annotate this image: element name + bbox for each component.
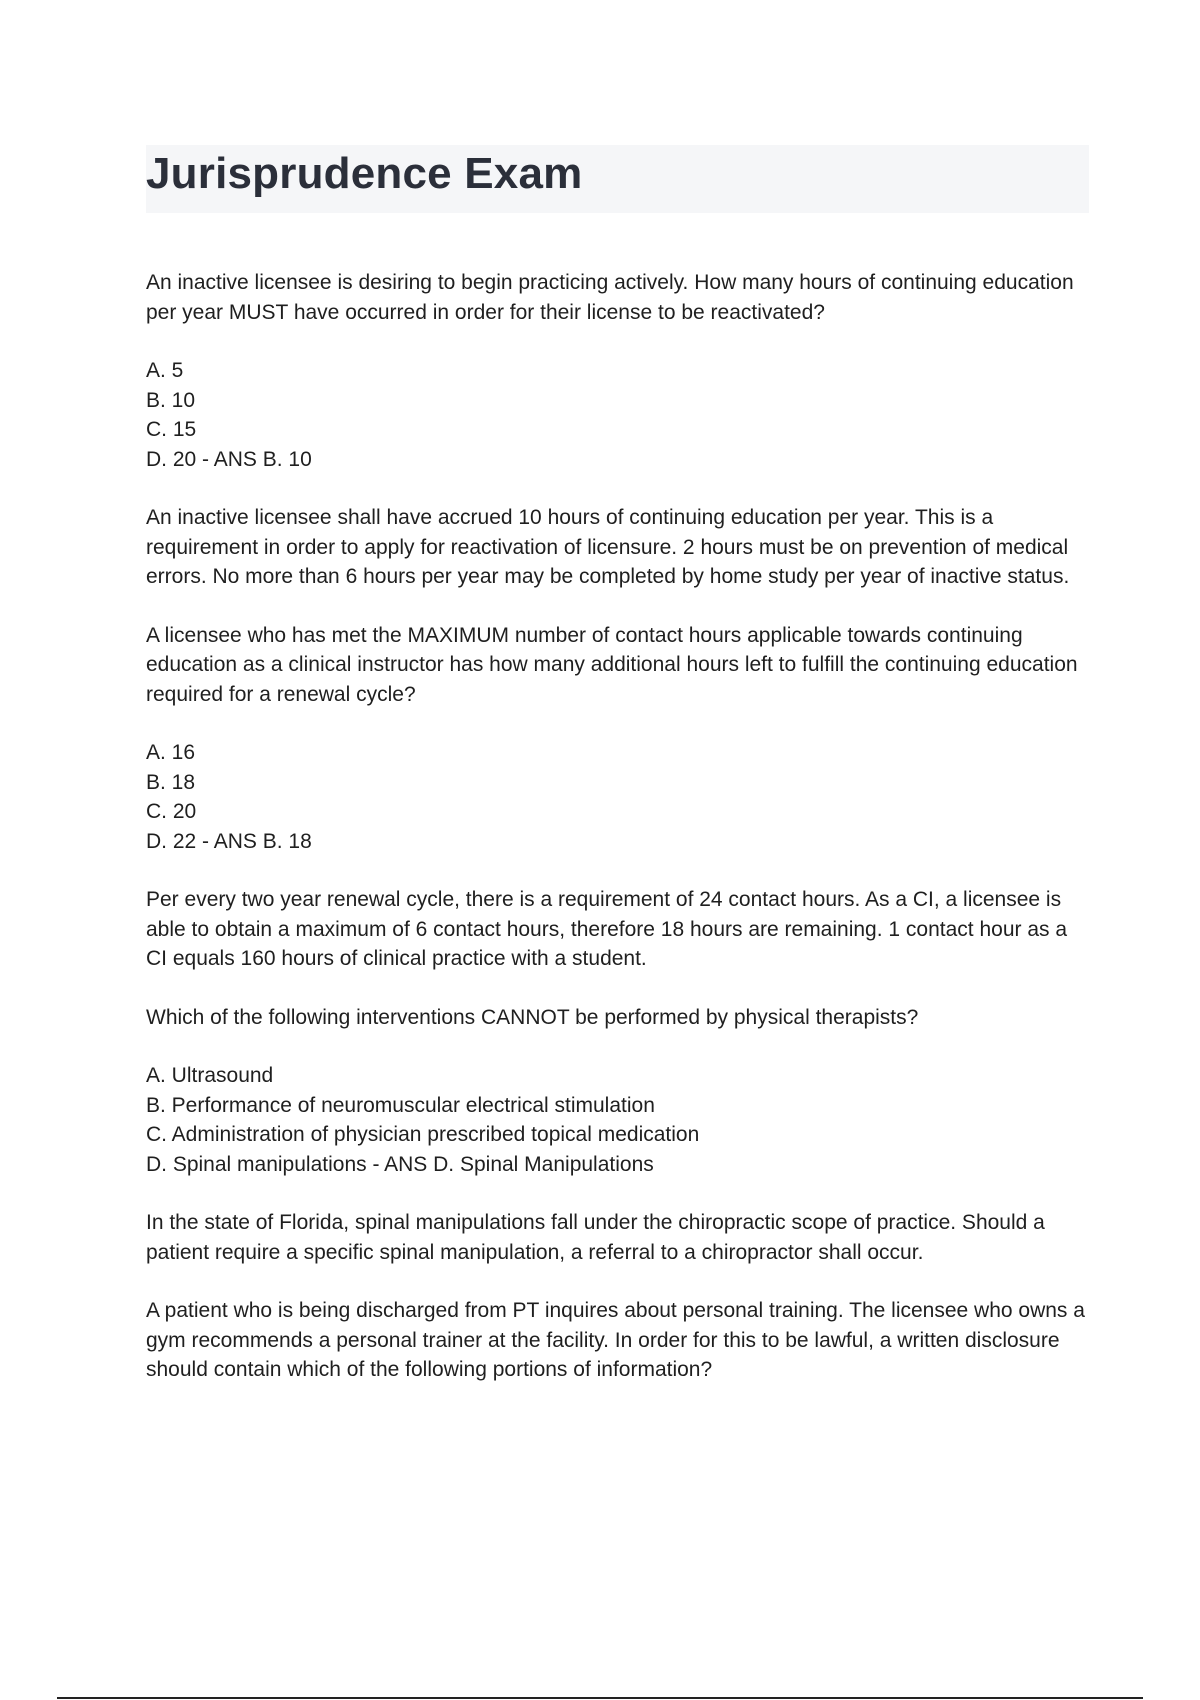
question-2-explanation: Per every two year renewal cycle, there is a requirement of 24 contact hours. As a CI, a licensee is able to obtain a maximum of 6 contact hours, therefore 18 hours are remaining. 1 contact hour as a CI equals 160 hours of clinical practice with a student. (146, 888, 1068, 970)
option-item: B. 18 (146, 770, 196, 794)
question-1-options (146, 356, 1091, 474)
question-1-text: An inactive licensee is desiring to begin practicing actively. How many hours of continuing education per year MUST have occurred in order for their license to be reactivated? (146, 271, 1074, 324)
option-item-with-answer: D. 20 - ANS B. 10 (146, 447, 312, 471)
option-item: A. 5 (146, 359, 184, 382)
question-3-options (146, 1061, 1091, 1179)
document-body (146, 268, 1091, 1414)
page-bottom-rule (57, 1697, 1143, 1699)
option-item: C. Administration of physician prescribed topical medication (146, 1123, 700, 1146)
question-2-options (146, 738, 1091, 856)
option-item: A. 16 (146, 741, 196, 764)
question-3-text: Which of the following interventions CANNOT be performed by physical therapists? (146, 1005, 919, 1029)
option-item: C. 20 (146, 800, 197, 823)
title-banner (146, 145, 1089, 213)
option-item: B. Performance of neuromuscular electrical stimulation (146, 1093, 655, 1117)
option-item-with-answer: D. 22 - ANS B. 18 (146, 829, 312, 853)
option-item: A. Ultrasound (146, 1064, 274, 1087)
option-item: C. 15 (146, 418, 197, 441)
page-title: Jurisprudence Exam (146, 149, 583, 198)
option-item-with-answer: D. Spinal manipulations - ANS D. Spinal Manipulations (146, 1152, 654, 1176)
question-4-text: A patient who is being discharged from PT inquires about personal training. The licensee who owns a gym recommends a personal trainer at the facility. In order for this to be lawful, a written disclosure should contain which of the following portions of information? (146, 1299, 1085, 1381)
option-item: B. 10 (146, 388, 196, 412)
question-2-text: A licensee who has met the MAXIMUM number of contact hours applicable towards continuing education as a clinical instructor has how many additional hours left to fulfill the continuing education required for a renewal cycle? (146, 623, 1078, 706)
question-1-explanation: An inactive licensee shall have accrued 10 hours of continuing education per year. This is a requirement in order to apply for reactivation of licensure. 2 hours must be on prevention of medical errors. No more than 6 hours per year may be completed by home study per year of inactive status. (146, 506, 1070, 588)
question-3-explanation: In the state of Florida, spinal manipulations fall under the chiropractic scope of practice. Should a patient require a specific spinal manipulation, a referral to a chiropractor shall occur. (146, 1211, 1045, 1264)
